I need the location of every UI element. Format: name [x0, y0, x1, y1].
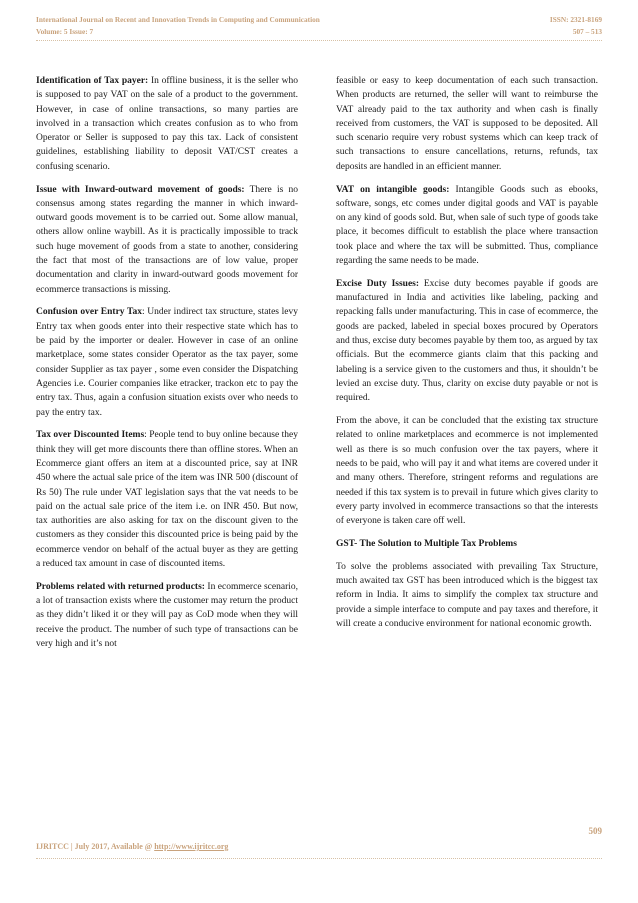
paragraph	[36, 305, 298, 419]
footer-divider	[36, 858, 602, 859]
paragraph	[36, 580, 298, 651]
footer-text: IJRITCC | July 2017, Available @	[36, 842, 155, 851]
paragraph-heading: Issue with Inward-outward movement of goods:	[36, 184, 245, 195]
paragraph	[36, 183, 298, 297]
paragraph-heading: Identification of Tax payer:	[36, 76, 149, 86]
page-range: 507 – 513	[572, 27, 602, 36]
paragraph-heading: VAT on intangible goods:	[336, 184, 450, 195]
paragraph-heading: Tax over Discounted Items	[36, 430, 145, 441]
paragraph	[36, 74, 298, 174]
right-column	[336, 74, 598, 640]
paragraph-text: Excise duty becomes payable if goods are manufactured in India and activities like labeling, packing and repacking falls under manufacturing. This in case of ecommerce, the goods are packed, labeled in special boxes procured by Operators and thus, excise duty becomes payable by them too, as argued by tax officials. But the ecommerce giants claim that this packing and labeling is a service given to the customers and thus, it shouldn’t be levied an excise duty. Thus, clarity on excise duty payable or not is required.	[336, 278, 598, 404]
issn: ISSN: 2321-8169	[549, 15, 602, 24]
running-header	[36, 14, 602, 46]
paragraph-text: In ecommerce scenario, a lot of transaction exists where the customer may return the product as they didn’t liked it or they will pay as CoD mode when they will receive the product. The number of such type of transactions can be very high and it’s not	[36, 581, 298, 649]
paragraph-text: Intangible Goods such as ebooks, software, songs, etc comes under digital goods and VAT is payable on any kind of goods sold. But, when sale of such type of goods take place, it becomes difficult to establish the place where transaction took place and where the tax will be submitted. Thus, compliance regarding the same needs to be made.	[336, 184, 598, 267]
paragraph	[336, 560, 598, 631]
journal-link[interactable]: http://www.ijritcc.org	[154, 842, 229, 851]
paragraph	[336, 74, 598, 174]
paragraph-text: feasible or easy to keep documentation of each such transaction. When products are returned, the seller will want to reimburse the VAT already paid to the tax authority and when cash is finally received from customers, the VAT is supposed to be deposited. All such scenario require very robust systems which can keep track of such transactions to ensure cancellations, returns, refunds, tax deposits are handled in an efficient manner.	[336, 76, 598, 172]
paragraph	[336, 277, 598, 406]
paragraph-heading: Confusion over Entry Tax	[36, 307, 142, 318]
paragraph	[336, 183, 598, 269]
paragraph-text: : Under indirect tax structure, states levy Entry tax when goods enter into their respective state which has to be paid by the importer or dealer. However in case of an online marketplace, some states consider Operator as the tax payer, some consider Supplier as tax payer , some even consider the Dispatching Agencies i.e. Courier companies like etracker, trackon etc to pay the entry tax. Thus, again a confusion situation exists over who needs to pay the entry tax.	[36, 307, 298, 418]
page-number: 509	[588, 826, 602, 836]
section-heading	[336, 537, 598, 551]
paragraph	[36, 428, 298, 571]
volume-issue: Volume: 5 Issue: 7	[36, 27, 94, 36]
header-divider	[36, 40, 602, 41]
footer	[36, 842, 228, 851]
header-right	[550, 14, 602, 38]
section-title: GST- The Solution to Multiple Tax Problems	[336, 538, 517, 549]
paragraph-text: From the above, it can be concluded that the existing tax structure related to online marketplaces and ecommerce is not implemented well as there is so much confusion over the tax payers, where it needs to be paid, who will pay it and what items are covered under it and many others. Therefore, stringent reforms and regulations are needed if this tax system is to prevail in future which gives clarity to every party involved in ecommerce transactions so that the interests of everyone is taken care off well.	[336, 416, 598, 527]
header-left	[36, 14, 320, 38]
paragraph-text: In offline business, it is the seller who is supposed to pay VAT on the sale of a product to the government. However, in case of online transactions, so many parties are involved in a transaction which creates confusion as to who from Operator or Seller is supposed to pay this tax. Lack of consistent guidelines, establishing liability to deposit VAT/CST creates a confusing scenario.	[36, 76, 298, 172]
paragraph	[336, 414, 598, 528]
paragraph-heading: Excise Duty Issues:	[336, 278, 420, 289]
left-column	[36, 74, 298, 660]
paragraph-text: : People tend to buy online because they think they will get more discounts there than offline stores. When an Ecommerce giant offers an item at a discounted price, say at INR 450 where the actual sale price of the item was INR 500 (discount of Rs 50) The rule under VAT legislation says that the vat needs to be paid on the actual sale price of the item i.e. on INR 450. But now, tax authorities are also asking for tax on the discount given to the customers as they consider this discounted price is being paid by the ecommerce vendor on behalf of the actual buyer as they are getting a reduced tax amount in case of discounted items.	[36, 430, 298, 569]
paragraph-heading: Problems related with returned products:	[36, 581, 205, 592]
paragraph-text: To solve the problems associated with prevailing Tax Structure, much awaited tax GST has been introduced which is the biggest tax reform in India. It aims to simplify the complex tax structure and provide a simple interface to compute and pay taxes and therefore, it will create a conducive environment for national economic growth.	[336, 561, 598, 629]
paragraph-text: There is no consensus among states regarding the manner in which inward-outward goods movement is to be carried out. Some allow manual, others allow online waybill. As it is practically impossible to track such huge movement of goods from a state to another, considering the fact that most of the transactions are of low value, proper documentation and clarity in inward-outward goods movement for ecommerce transactions is missing.	[36, 184, 298, 295]
journal-title: International Journal on Recent and Innovation Trends in Computing and Communication	[36, 15, 320, 24]
